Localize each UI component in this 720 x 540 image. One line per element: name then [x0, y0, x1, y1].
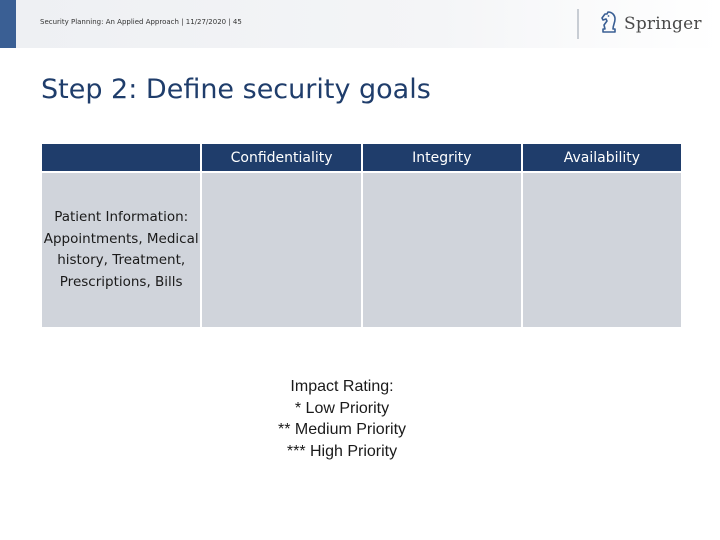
- cell-confidentiality: [201, 172, 361, 328]
- column-header-availability: Availability: [522, 143, 682, 172]
- cell-integrity: [362, 172, 522, 328]
- column-header-integrity: Integrity: [362, 143, 522, 172]
- impact-rating-heading: Impact Rating:: [290, 378, 394, 395]
- table-row: [41, 172, 682, 328]
- column-header-blank: [41, 143, 201, 172]
- column-header-confidentiality: Confidentiality: [201, 143, 361, 172]
- security-goals-table: [40, 142, 683, 329]
- cell-availability: [522, 172, 682, 328]
- impact-high-priority: *** High Priority: [286, 443, 398, 461]
- header-divider: [577, 9, 579, 39]
- header-accent-bar: [0, 0, 16, 48]
- impact-low-priority: * Low Priority: [294, 399, 390, 417]
- slide-header: [0, 0, 720, 48]
- logo-text: Springer: [624, 14, 702, 34]
- springer-logo: [598, 10, 702, 38]
- impact-medium-priority: ** Medium Priority: [277, 421, 407, 439]
- table-header-row: [41, 143, 682, 172]
- page-title: Step 2: Define security goals: [41, 74, 431, 105]
- row-label-patient-information: Patient Information: Appointments, Medical history, Treatment, Prescriptions, Bills: [41, 172, 201, 328]
- breadcrumb: Security Planning: An Applied Approach | 11/27/2020 | 45: [40, 18, 242, 26]
- chess-knight-icon: [598, 10, 620, 38]
- impact-rating-legend: [242, 376, 442, 463]
